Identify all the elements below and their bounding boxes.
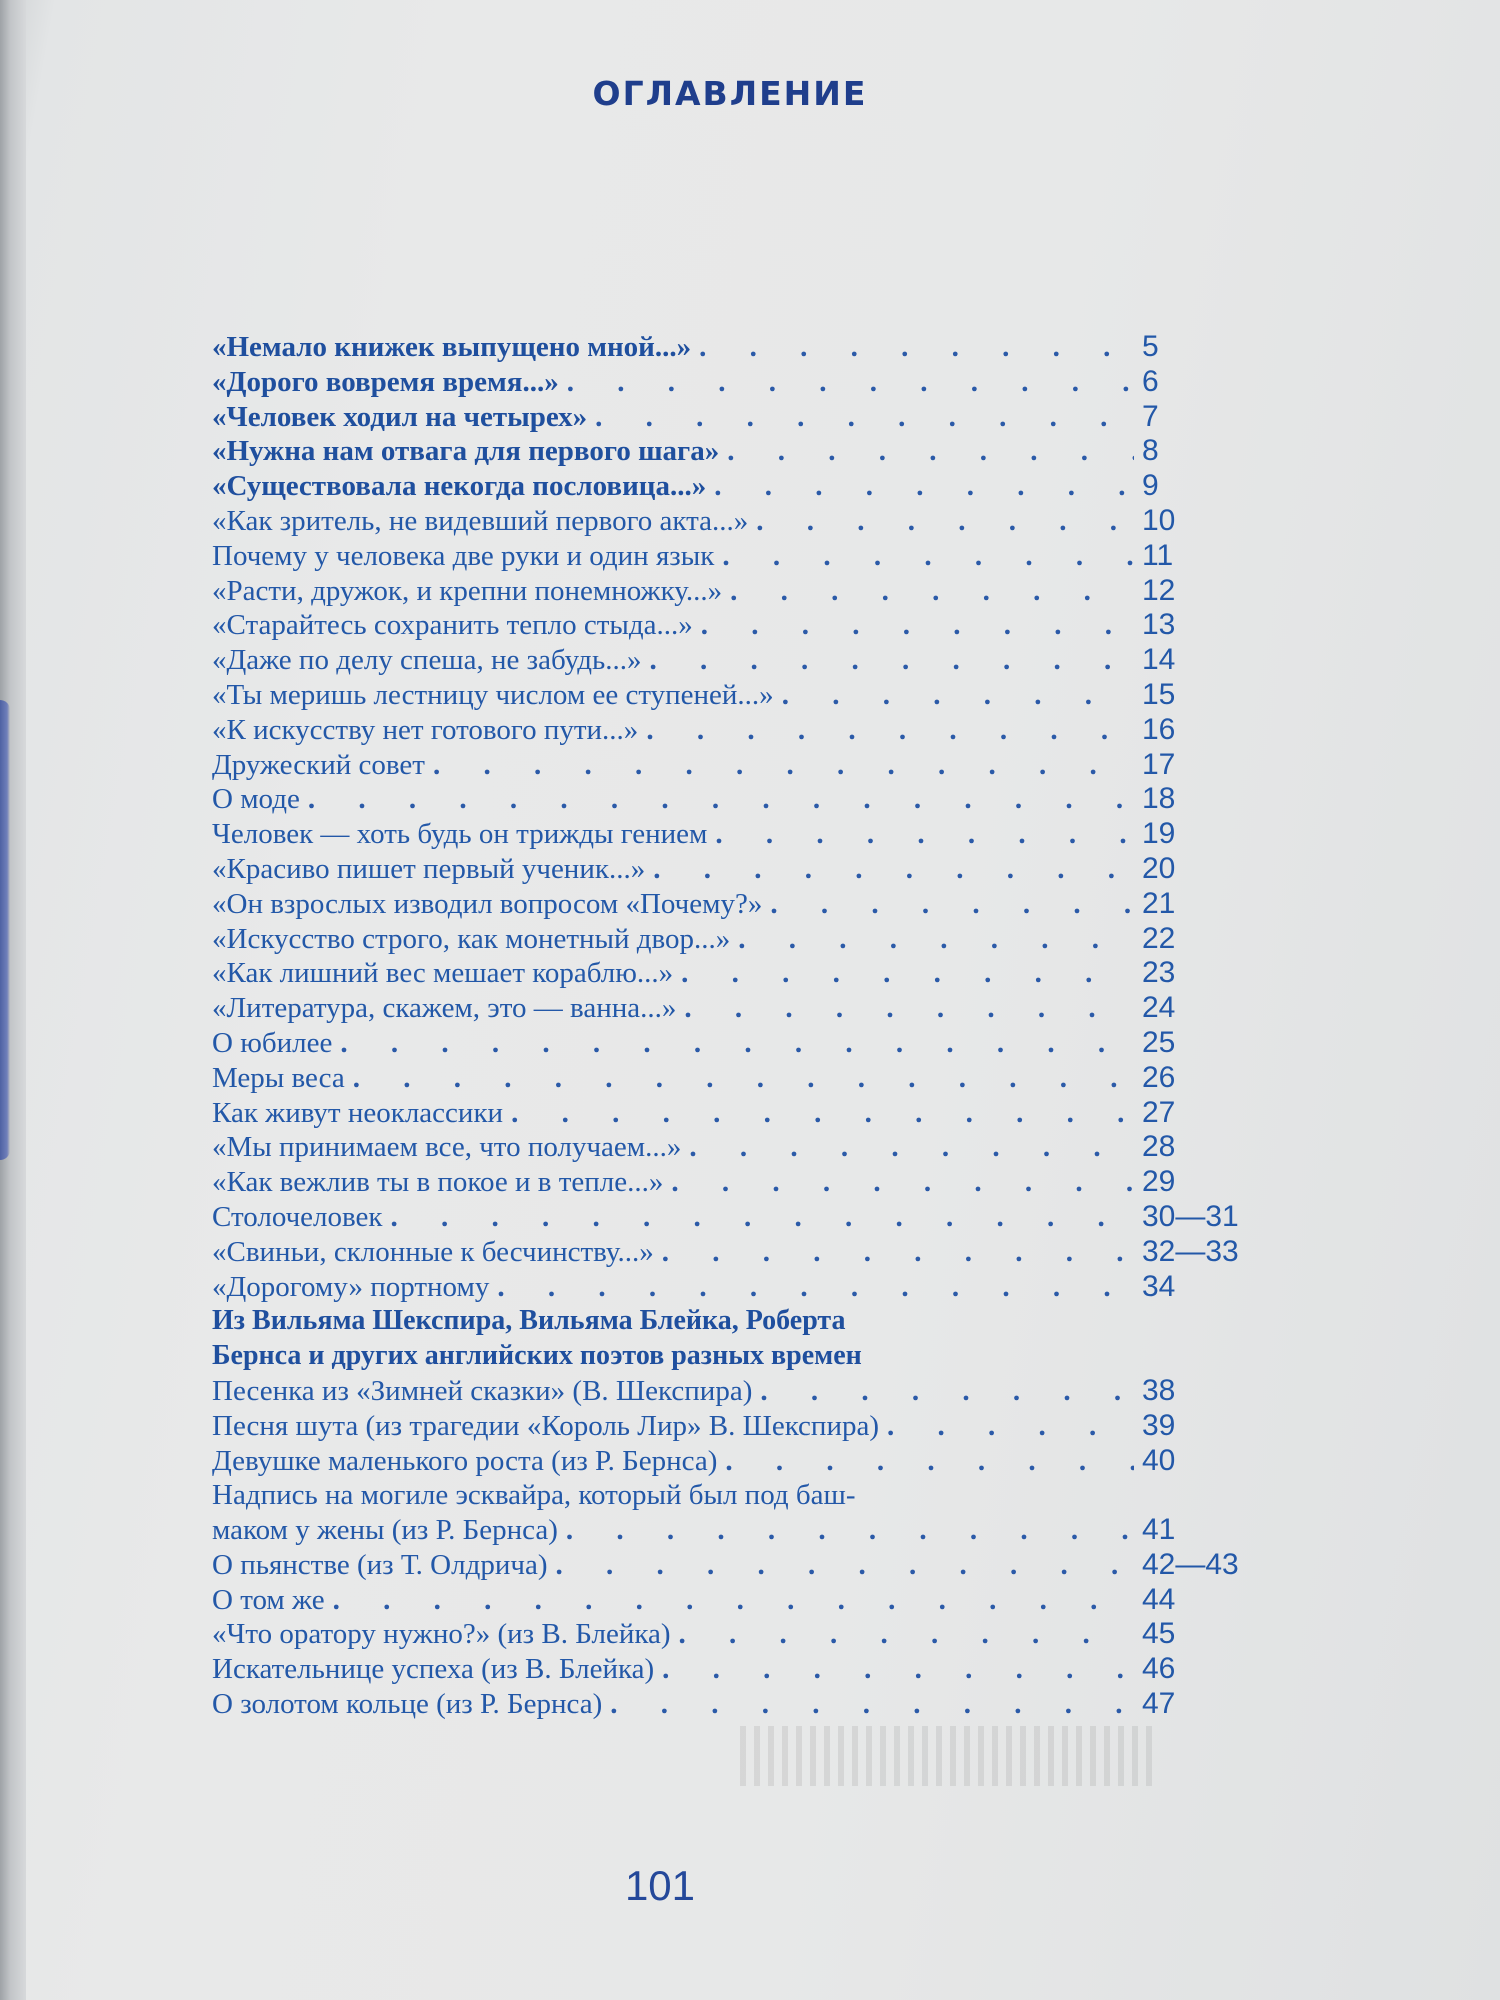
toc-entry (212, 887, 1252, 922)
toc-entry (212, 1513, 1252, 1548)
dot-leader (738, 922, 1134, 957)
table-of-contents (212, 330, 1252, 1722)
toc-entry-page: 46 (1142, 1652, 1176, 1686)
toc-entry-title: Человек — хоть будь он трижды гением (212, 818, 708, 851)
toc-entry (212, 922, 1252, 957)
toc-entry (212, 574, 1252, 609)
dot-leader (610, 1687, 1134, 1722)
toc-entry-page: 47 (1142, 1687, 1176, 1721)
dot-leader (566, 1513, 1134, 1548)
toc-entry (212, 1061, 1252, 1096)
dot-leader (353, 1061, 1134, 1096)
toc-entry (212, 1548, 1252, 1583)
dot-leader (595, 400, 1134, 435)
toc-entry-title: Почему у человека две руки и один язык (212, 539, 715, 572)
toc-entry-title: «Мы принимаем все, что получаем...» (212, 1131, 682, 1164)
toc-entry-title: О том же (212, 1583, 325, 1616)
toc-entry-title: О юбилее (212, 1026, 333, 1059)
toc-entry-page: 28 (1142, 1130, 1176, 1164)
toc-entry (212, 504, 1252, 539)
toc-entry (212, 1130, 1252, 1165)
toc-entry-title: «Красиво пишет первый ученик...» (212, 852, 646, 885)
toc-entry-page: 23 (1142, 956, 1176, 990)
toc-entry-title: О моде (212, 783, 300, 816)
toc-entry-page: 17 (1142, 747, 1176, 781)
toc-entry (212, 852, 1252, 887)
dot-leader (770, 887, 1134, 922)
toc-entry-title: «Что оратору нужно?» (из В. Блейка) (212, 1618, 671, 1651)
toc-entry-page: 5 (1142, 330, 1159, 363)
toc-entry-page: 44 (1142, 1582, 1176, 1616)
toc-entry-page: 38 (1142, 1373, 1176, 1407)
dot-leader (650, 643, 1134, 678)
toc-entry-title: Как живут неоклассики (212, 1096, 504, 1129)
toc-entry-title: «Свиньи, склонные к бесчинству...» (212, 1235, 654, 1268)
toc-entry-page: 15 (1142, 677, 1176, 711)
toc-entry-title: «Как зритель, не видевший первого акта...» (212, 504, 749, 537)
toc-entry-title: Надпись на могиле эсквайра, который был под баш- (212, 1479, 856, 1512)
dot-leader (722, 539, 1134, 574)
dot-leader (662, 1235, 1134, 1270)
toc-entry (212, 956, 1252, 991)
dot-leader (671, 1165, 1134, 1200)
toc-entry-title: Песенка из «Зимней сказки» (В. Шекспира) (212, 1374, 753, 1407)
toc-entry-title: «Искусство строго, как монетный двор...» (212, 922, 731, 955)
toc-entry (212, 1270, 1252, 1305)
toc-entry (212, 1444, 1252, 1479)
toc-entry (212, 1096, 1252, 1131)
toc-entry (212, 678, 1252, 713)
toc-entry-title: «К искусству нет готового пути...» (212, 713, 639, 746)
page-title: ОГЛАВЛЕНИЕ (592, 74, 868, 113)
dot-leader (340, 1026, 1134, 1061)
toc-entry-page: 10 (1142, 503, 1176, 537)
toc-entry-title: Искательнице успеха (из В. Блейка) (212, 1653, 655, 1686)
toc-entry-title: «Человек ходил на четырех» (212, 400, 588, 433)
toc-entry (212, 991, 1252, 1026)
toc-entry (212, 434, 1252, 469)
toc-entry-page: 6 (1142, 364, 1159, 398)
dot-leader (681, 956, 1134, 991)
toc-entry (212, 1617, 1252, 1652)
toc-entry-page: 11 (1142, 538, 1174, 572)
toc-entry (212, 643, 1252, 678)
toc-entry (212, 330, 1252, 365)
dot-leader (308, 782, 1134, 817)
toc-entry (212, 1687, 1252, 1722)
toc-entry-title: Столочеловек (212, 1200, 383, 1233)
toc-entry-page: 9 (1142, 469, 1159, 503)
toc-entry (212, 608, 1252, 643)
dot-leader (756, 504, 1134, 539)
toc-entry-title: «Дорогому» портному (212, 1270, 490, 1303)
toc-entry-title: «Расти, дружок, и крепни понемножку...» (212, 574, 723, 607)
dot-leader (715, 817, 1134, 852)
toc-entry-title: «Дорого вовремя время...» (212, 365, 559, 398)
toc-entry-title: «Как лишний вес мешает кораблю...» (212, 957, 674, 990)
toc-entry-title: «Даже по делу спеша, не забудь...» (212, 644, 642, 677)
dot-leader (333, 1583, 1134, 1618)
dot-leader (391, 1200, 1134, 1235)
toc-entry (212, 748, 1252, 783)
toc-entry-page: 24 (1142, 991, 1176, 1025)
toc-entry-title: «Нужна нам отвага для первого шага» (212, 435, 720, 468)
toc-entry-page: 14 (1142, 643, 1176, 677)
dot-leader (689, 1130, 1134, 1165)
dot-leader (887, 1409, 1134, 1444)
toc-entry-page: 39 (1142, 1408, 1176, 1442)
toc-entry (212, 1409, 1252, 1444)
toc-entry-title: О пьянстве (из Т. Олдрича) (212, 1548, 548, 1581)
dot-leader (714, 469, 1134, 504)
dot-leader (646, 713, 1134, 748)
toc-entry-page: 12 (1142, 573, 1176, 607)
dot-leader (653, 852, 1134, 887)
toc-entry-page: 19 (1142, 817, 1176, 851)
dot-leader (782, 678, 1134, 713)
dot-leader (497, 1270, 1134, 1305)
toc-entry-page: 20 (1142, 851, 1176, 885)
toc-entry (212, 1583, 1252, 1618)
toc-entry-page: 42—43 (1142, 1547, 1239, 1581)
toc-entry (212, 1478, 1252, 1513)
toc-entry-page: 8 (1142, 434, 1159, 468)
toc-entry (212, 713, 1252, 748)
dot-leader (730, 574, 1134, 609)
toc-entry-title: «Как вежлив ты в покое и в тепле...» (212, 1166, 664, 1199)
toc-entry (212, 400, 1252, 435)
dot-leader (679, 1617, 1134, 1652)
toc-entry (212, 817, 1252, 852)
dot-leader (725, 1444, 1134, 1479)
toc-entry-page: 41 (1142, 1513, 1176, 1547)
spine-blue-stripe (0, 700, 10, 1160)
dot-leader (567, 365, 1134, 400)
dot-leader (699, 330, 1134, 365)
toc-entry (212, 1235, 1252, 1270)
toc-entry-page: 34 (1142, 1269, 1176, 1303)
dot-leader (662, 1652, 1134, 1687)
toc-entry-page: 22 (1142, 921, 1176, 955)
toc-entry (212, 539, 1252, 574)
toc-entry-page: 32—33 (1142, 1234, 1239, 1268)
section-heading-line-2: Бернса и других английских поэтов разных времен (212, 1340, 862, 1372)
toc-entry-title: «Немало книжек выпущено мной...» (212, 331, 692, 363)
toc-entry-title: Дружеский совет (212, 748, 425, 781)
toc-entry (212, 1165, 1252, 1200)
toc-entry-title: «Ты меришь лестницу числом ее ступеней...» (212, 678, 774, 711)
toc-entry-title: Девушке маленького роста (из Р. Бернса) (212, 1444, 718, 1477)
toc-entry-title: О золотом кольце (из Р. Бернса) (212, 1688, 603, 1721)
toc-entry-page: 26 (1142, 1060, 1176, 1094)
toc-entry-page: 40 (1142, 1443, 1176, 1477)
dot-leader (684, 991, 1134, 1026)
toc-entry-page: 13 (1142, 608, 1176, 642)
toc-entry-title: «Старайтесь сохранить тепло стыда...» (212, 609, 693, 642)
dot-leader (511, 1096, 1134, 1131)
show-through-text (740, 1726, 1160, 1786)
dot-leader (555, 1548, 1134, 1583)
page-number: 101 (624, 1862, 696, 1909)
toc-entry-title: маком у жены (из Р. Бернса) (212, 1514, 558, 1547)
toc-entry-page: 30—31 (1142, 1199, 1239, 1233)
toc-entry-page: 25 (1142, 1025, 1176, 1059)
toc-entry-page: 21 (1142, 886, 1176, 920)
toc-entry (212, 1026, 1252, 1061)
toc-entry-page: 16 (1142, 712, 1176, 746)
toc-entry-title: Меры веса (212, 1061, 345, 1094)
toc-entry (212, 469, 1252, 504)
toc-entry-page: 7 (1142, 399, 1159, 433)
toc-entry-page: 27 (1142, 1095, 1176, 1129)
dot-leader (727, 434, 1134, 469)
toc-entry (212, 1374, 1252, 1409)
toc-entry-title: «Он взрослых изводил вопросом «Почему?» (212, 887, 763, 920)
toc-entry-title: Песня шута (из трагедии «Король Лир» В. Шекспира) (212, 1409, 879, 1442)
toc-entry-title: «Литература, скажем, это — ванна...» (212, 992, 677, 1025)
toc-entry (212, 782, 1252, 817)
toc-entry (212, 365, 1252, 400)
toc-entry-page: 45 (1142, 1617, 1176, 1651)
toc-entry-title: «Существовала некогда пословица...» (212, 470, 707, 503)
dot-leader (433, 748, 1134, 783)
section-heading-line-1: Из Вильяма Шекспира, Вильяма Блейка, Роберта (212, 1305, 846, 1337)
toc-entry-page: 18 (1142, 782, 1176, 816)
dot-leader (760, 1374, 1134, 1409)
toc-entry (212, 1200, 1252, 1235)
toc-entry-page: 29 (1142, 1165, 1176, 1199)
dot-leader (701, 608, 1134, 643)
toc-entry (212, 1652, 1252, 1687)
